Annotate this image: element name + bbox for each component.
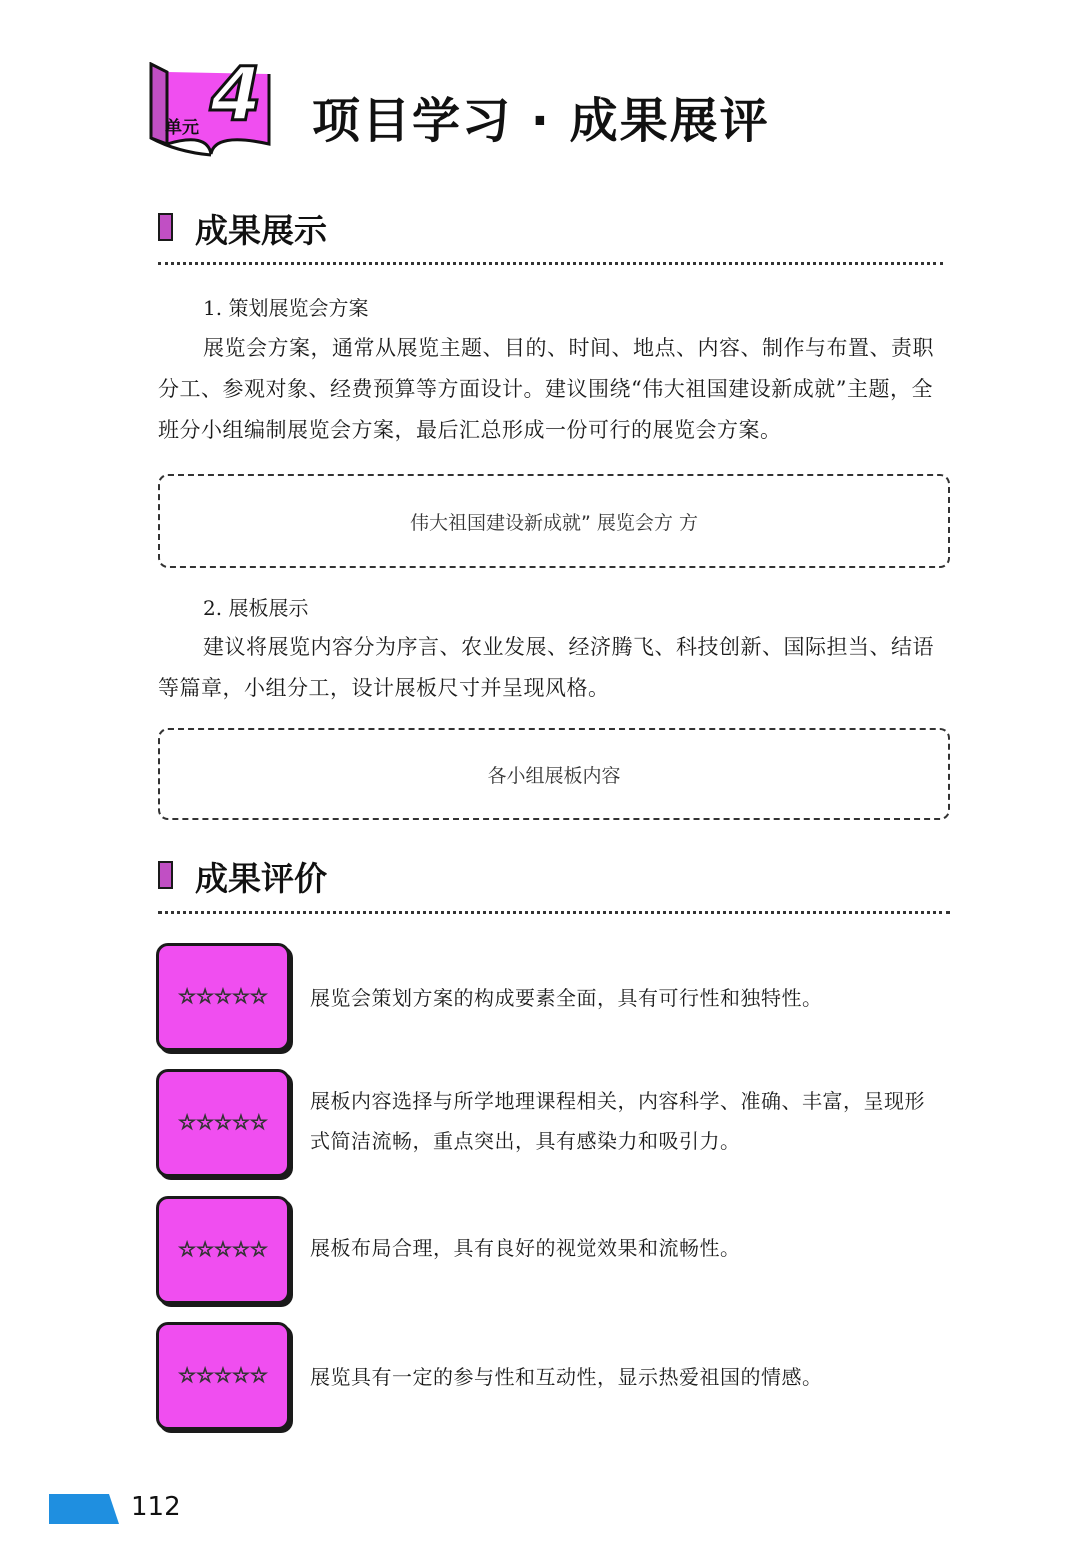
star-rating-icon: ☆☆☆☆☆ bbox=[178, 1363, 268, 1387]
evaluation-item bbox=[156, 1196, 946, 1302]
page-tab-icon bbox=[49, 1494, 119, 1524]
subhead-boards: 2. 展板展示 bbox=[203, 596, 309, 620]
page-number: 112 bbox=[131, 1492, 181, 1522]
evaluation-item bbox=[156, 1069, 946, 1175]
paragraph-boards: 建议将展览内容分为序言、农业发展、经济腾飞、科技创新、国际担当、结语等篇章，小组分工，设计展板尺寸并呈现风格。 bbox=[158, 635, 934, 700]
section-divider bbox=[158, 911, 950, 914]
group-boards-box bbox=[158, 728, 950, 820]
evaluation-text: 展板内容选择与所学地理课程相关，内容科学、准确、丰富，呈现形式简洁流畅，重点突出，具有感染力和吸引力。 bbox=[310, 1089, 925, 1153]
evaluation-text: 展览具有一定的参与性和互动性，显示热爱祖国的情感。 bbox=[310, 1365, 823, 1389]
section-marker-icon bbox=[158, 213, 173, 241]
evaluation-text: 展板布局合理，具有良好的视觉效果和流畅性。 bbox=[310, 1236, 741, 1260]
rating-badge bbox=[156, 943, 290, 1051]
group-boards-box-label: 各小组展板内容 bbox=[487, 764, 621, 787]
evaluation-item bbox=[156, 943, 946, 1049]
rating-badge bbox=[156, 1069, 290, 1177]
section-title: 成果展示 bbox=[195, 211, 327, 250]
star-rating-icon: ☆☆☆☆☆ bbox=[178, 1110, 268, 1134]
evaluation-item bbox=[156, 1322, 946, 1428]
star-rating-icon: ☆☆☆☆☆ bbox=[178, 984, 268, 1008]
subhead-plan: 1. 策划展览会方案 bbox=[203, 296, 369, 320]
page-title: 项目学习 · 成果展评 bbox=[312, 93, 770, 149]
star-rating-icon: ☆☆☆☆☆ bbox=[178, 1237, 268, 1261]
rating-badge bbox=[156, 1196, 290, 1304]
evaluation-text: 展览会策划方案的构成要素全面，具有可行性和独特性。 bbox=[310, 986, 823, 1010]
rating-badge bbox=[156, 1322, 290, 1430]
exhibition-plan-box-label: 伟大祖国建设新成就” 展览会方 方 bbox=[410, 511, 698, 534]
unit-label: 单元 bbox=[165, 118, 199, 138]
section-marker-icon bbox=[158, 861, 173, 889]
section-divider bbox=[158, 262, 943, 265]
unit-number: 4 bbox=[210, 52, 262, 138]
exhibition-plan-box bbox=[158, 474, 950, 568]
paragraph-plan: 展览会方案，通常从展览主题、目的、时间、地点、内容、制作与布置、责职分工、参观对象、经费预算等方面设计。建议围绕“伟大祖国建设新成就”主题，全班分小组编制展览会方案，最后汇总形成一份可行的展览会方案。 bbox=[158, 336, 934, 442]
section-title: 成果评价 bbox=[195, 859, 327, 898]
